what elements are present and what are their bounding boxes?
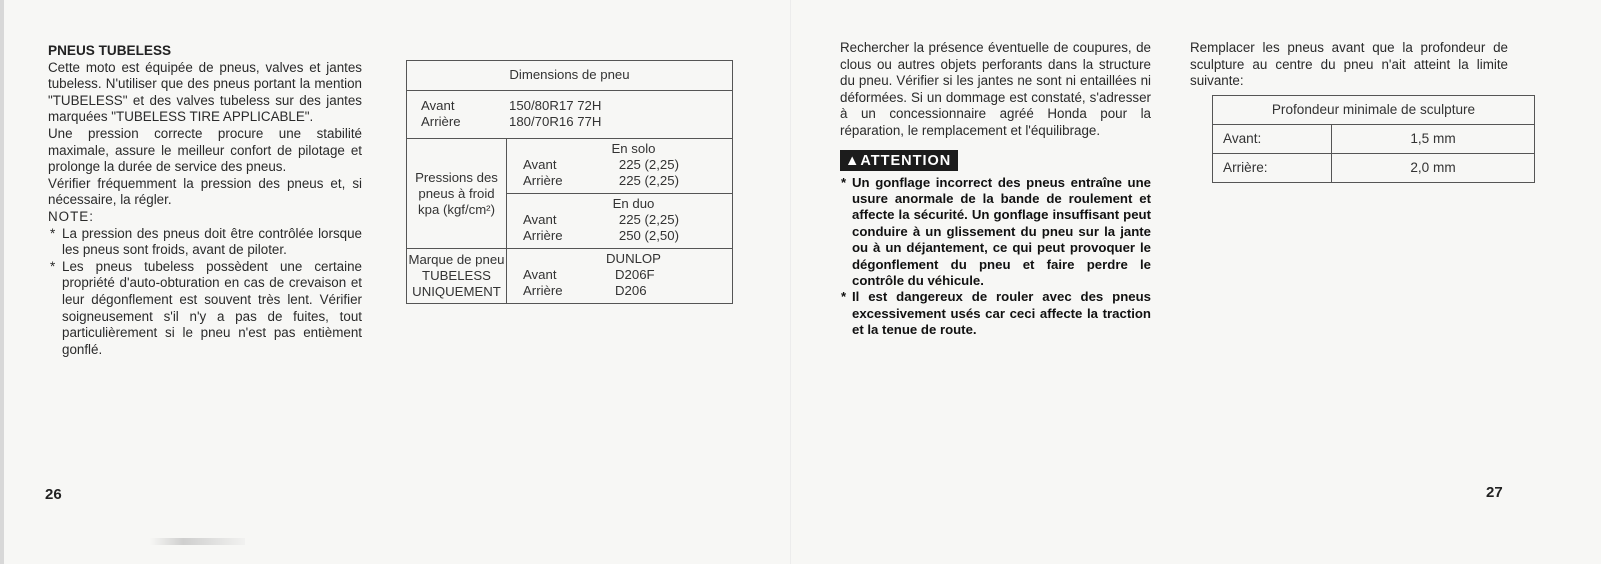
duo-block	[507, 193, 732, 248]
page-number-right: 27	[1486, 484, 1503, 501]
pressure-value: 225 (2,25)	[618, 173, 679, 188]
depth-table-header: Profondeur minimale de sculpture	[1213, 96, 1534, 125]
pressure-value: 250 (2,50)	[618, 228, 679, 243]
pressure-paragraph: Une pression correcte procure une stabilité maximale, assure le meilleur confort de pilotage et prolonge la durée de service des pneus.	[48, 125, 362, 175]
size-label: Avant	[421, 98, 455, 113]
pressure-value: 225 (2,25)	[618, 212, 679, 227]
pressure-value: 225 (2,25)	[618, 157, 679, 172]
brand-title: DUNLOP	[606, 251, 661, 266]
pressure-row-label: Avant	[523, 212, 557, 227]
scan-smudge	[150, 538, 245, 545]
brand-row-label: Avant	[523, 267, 557, 282]
note-list	[48, 226, 362, 359]
check-paragraph: Vérifier fréquemment la pression des pneus et, si nécessaire, la régler.	[48, 175, 362, 208]
size-value: 180/70R16 77H	[509, 114, 602, 129]
brand-label: Marque de pneu TUBELESS UNIQUEMENT	[407, 249, 507, 303]
solo-title: En solo	[611, 141, 656, 156]
pressure-row-label: Avant	[523, 157, 557, 172]
page-edge	[0, 0, 4, 564]
pressure-row-label: Arrière	[523, 173, 563, 188]
right-text-column	[840, 40, 1151, 339]
brand-model: D206F	[615, 267, 655, 282]
pressure-row-label: Arrière	[523, 228, 563, 243]
brand-row-label: Arrière	[523, 283, 563, 298]
depth-row	[1213, 154, 1534, 182]
pressure-label: Pressions des pneus à froid kpa (kgf/cm²)	[407, 139, 507, 248]
tread-depth-table	[1212, 95, 1535, 183]
page-number-left: 26	[45, 486, 62, 503]
brand-model: D206	[615, 283, 647, 298]
book-gutter	[790, 0, 791, 564]
brand-row	[407, 249, 732, 303]
warning-item: * Il est dangereux de rouler avec des pneus excessivement usés car ceci affecte la traction et la tenue de route.	[840, 289, 1151, 338]
note-item: * Les pneus tubeless possèdent une certaine propriété d'auto-obturation en cas de crevaison et leur dégonflement est souvent très lent. Vérifier soigneusement s'il n'y a pas de fuites, tout particulièrement si le pneu n'est pas entièment gonflé.	[48, 259, 362, 359]
tire-sizes-row	[407, 91, 732, 139]
depth-row	[1213, 125, 1534, 154]
inspection-paragraph: Rechercher la présence éventuelle de coupures, de clous ou autres objets perforants dans la structure du pneu. Vérifier si les jantes ne sont ni entaillées ni déformées. Si un dommage est constaté, s'adresser à un concessionnaire agréé Honda pour la réparation, le remplacement et l'équilibrage.	[840, 40, 1151, 138]
replacement-text-column	[1190, 40, 1508, 90]
duo-title: En duo	[612, 196, 655, 211]
solo-block	[507, 139, 732, 193]
depth-label: Arrière:	[1213, 154, 1332, 182]
brand-block	[507, 249, 732, 303]
intro-paragraph: Cette moto est équipée de pneus, valves et jantes tubeless. N'utiliser que des pneus portant la mention "TUBELESS" et des valves tubeless sur des jantes marquées "TUBELESS TIRE APPLICABLE".	[48, 59, 362, 125]
depth-value: 1,5 mm	[1410, 131, 1456, 146]
warning-item: * Un gonflage incorrect des pneus entraîne une usure anormale de la bande de roulement et affecte la sécurité. Un gonflage insuffisant peut conduire à un glissement du pneu sur la jante ou à un déjantement, ce qui peut provoquer le dégonflement du pneu et faire perdre le contrôle du véhicule.	[840, 175, 1151, 290]
note-label: NOTE:	[48, 208, 94, 224]
replacement-paragraph: Remplacer les pneus avant que la profondeur de sculpture au centre du pneu n'ait atteint la limite suivante:	[1190, 40, 1508, 89]
depth-value: 2,0 mm	[1410, 160, 1456, 175]
tire-dimension-table	[406, 60, 733, 304]
left-text-column	[48, 43, 362, 358]
warning-list	[840, 175, 1151, 339]
size-value: 150/80R17 72H	[509, 98, 602, 113]
table-header: Dimensions de pneu	[407, 61, 732, 91]
pressure-row	[407, 139, 732, 249]
note-item: * La pression des pneus doit être contrôlée lorsque les pneus sont froids, avant de piloter.	[48, 226, 362, 259]
depth-label: Avant:	[1213, 125, 1332, 153]
size-label: Arrière	[421, 114, 461, 129]
section-title: PNEUS TUBELESS	[48, 43, 172, 58]
attention-badge: ▲ATTENTION	[840, 150, 958, 171]
